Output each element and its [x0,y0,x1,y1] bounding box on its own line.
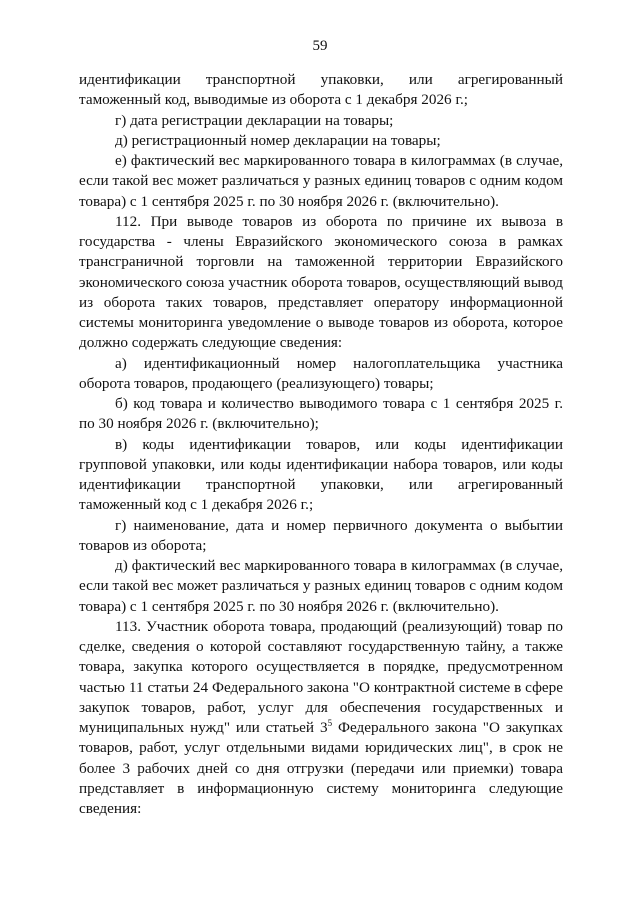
list-item-g2: г) наименование, дата и номер первичного документа о выбытии товаров из оборота; [79,516,563,554]
document-body [79,70,563,819]
paragraph-113 [79,617,563,820]
list-item-a: а) идентификационный номер налогоплательщика участника оборота товаров, продающего (реализующего) товары; [79,354,563,392]
list-item-d2: д) фактический вес маркированного товара в килограммах (в случае, если такой вес может различаться у разных единиц товаров с одним кодом товара) с 1 сентября 2025 г. по 30 ноября 2026 г. (включительно). [79,557,563,615]
paragraph-continuation: идентификации транспортной упаковки, или агрегированный таможенный код, выводимые из оборота с 1 декабря 2026 г.; [79,71,563,109]
list-item-g: г) дата регистрации декларации на товары; [115,111,394,129]
list-item-d: д) регистрационный номер декларации на товары; [115,131,441,149]
list-item-v: в) коды идентификации товаров, или коды идентификации групповой упаковки, или коды идентификации набора товаров, или коды идентификации транспортной упаковки, или агрегированный таможенный код с 1 декабря 2026 г.; [79,435,563,514]
paragraph-113-part1: 113. Участник оборота товара, продающий (реализующий) товар по сделке, сведения о которой составляют государственную тайну, а также товара, закупка которого осуществляется в порядке, предусмотренном частью 11 статьи 24 Федерального закона "О контрактной системе в сфере закупок товаров, работ, услуг для обеспечения государственных и муниципальных нужд" или статьей 3 [79,617,563,736]
list-item-e: е) фактический вес маркированного товара в килограммах (в случае, если такой вес может различаться у разных единиц товаров с одним кодом товара) с 1 сентября 2025 г. по 30 ноября 2026 г. (включительно). [79,152,563,210]
article-superscript: 5 [327,718,333,728]
page-number: 59 [312,38,328,54]
list-item-b: б) код товара и количество выводимого товара с 1 сентября 2025 г. по 30 ноября 2026 г. (включительно); [79,395,563,433]
paragraph-113-part2: Федерального закона "О закупках товаров, работ, услуг отдельными видами юридических лиц", в срок не более 3 рабочих дней со дня отгрузки (передачи или приемки) товара представляет в информационную систему мониторинга следующие сведения: [79,719,563,817]
paragraph-112: 112. При выводе товаров из оборота по причине их вывоза в государства - члены Евразийского экономического союза в рамках трансграничной торговли на таможенной территории Евразийского экономического союза участник оборота товаров, осуществляющий вывод из оборота таких товаров, представляет оператору информационной системы мониторинга уведомление о выводе товаров из оборота, которое должно содержать следующие сведения: [79,212,563,352]
